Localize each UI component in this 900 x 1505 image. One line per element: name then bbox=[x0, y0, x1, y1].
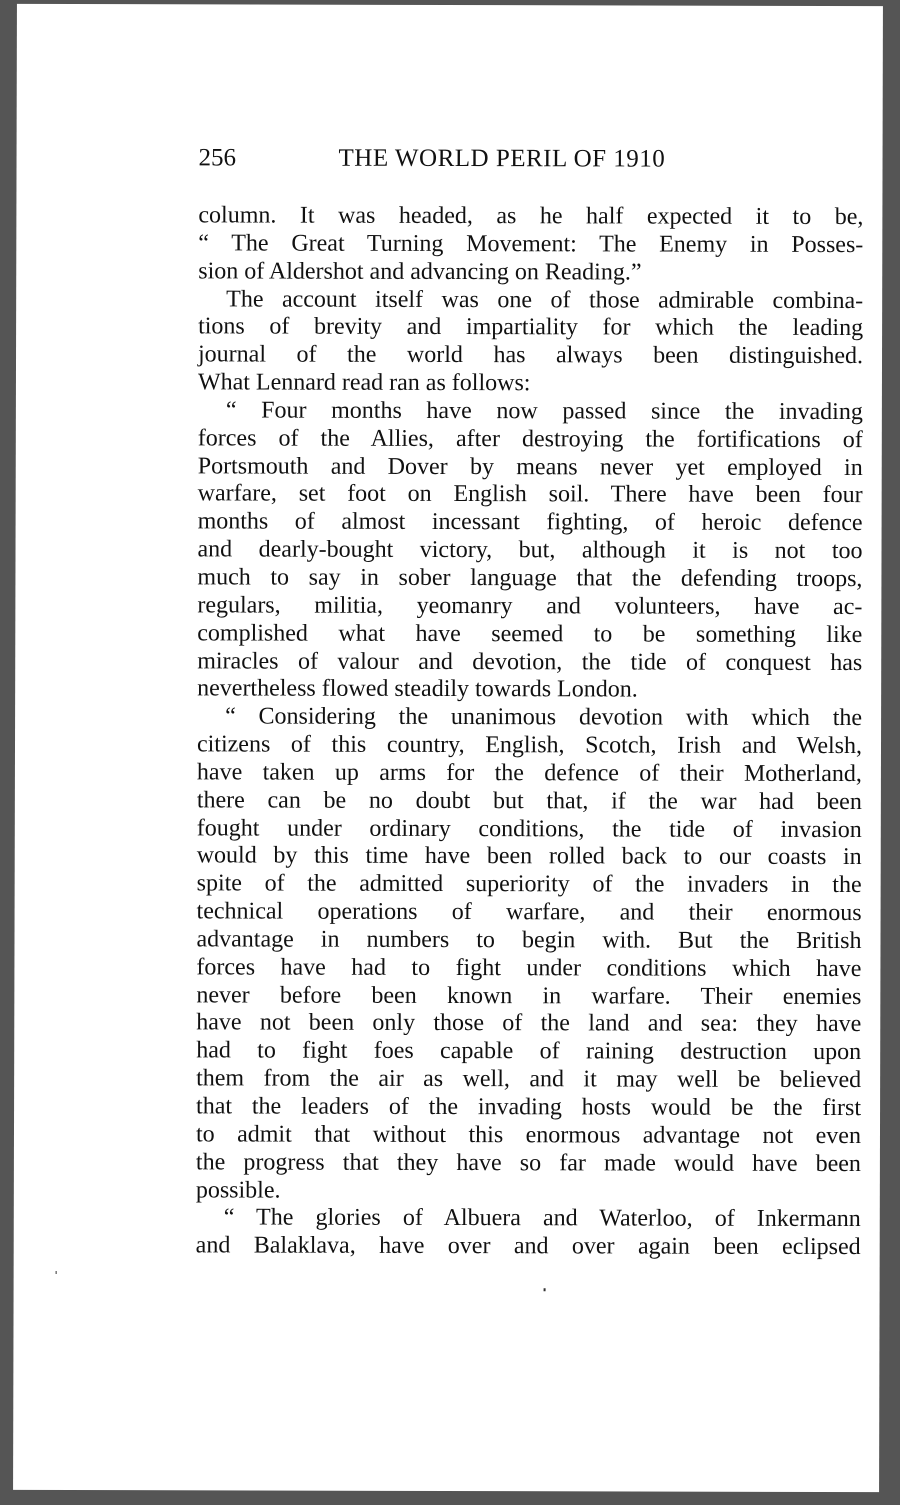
text-line: miracles of valour and devotion, the tide of conquest has bbox=[197, 647, 863, 676]
text-line: months of almost incessant fighting, of heroic defence bbox=[197, 508, 863, 537]
text-line: “ The Great Turning Movement: The Enemy in Posses- bbox=[198, 230, 864, 258]
text-line: “ Four months have now passed since the invading bbox=[225, 397, 863, 425]
text-line: that the leaders of the invading hosts would be the first bbox=[196, 1093, 862, 1122]
text-line: had to fight foes capable of raining destruction upon bbox=[196, 1037, 862, 1066]
text-line: forces of the Allies, after destroying the fortifications of bbox=[197, 425, 863, 453]
text-line: and dearly-bought victory, but, although it is not too bbox=[197, 536, 863, 565]
text-line: them from the air as well, and it may well be believed bbox=[196, 1065, 862, 1094]
text-line: fought under ordinary conditions, the tide of invasion bbox=[196, 814, 862, 843]
text-line: The account itself was one of those admirable combina- bbox=[226, 285, 864, 314]
text-line: column. It was headed, as he half expected it to be, bbox=[198, 202, 864, 231]
text-line: regulars, militia, yeomanry and volunteers, have ac- bbox=[197, 592, 863, 620]
text-line: to admit that without this enormous advantage not even bbox=[195, 1121, 862, 1149]
scan-speck bbox=[56, 1271, 57, 1274]
text-line: nevertheless flowed steadily towards London. bbox=[197, 675, 638, 703]
page-number: 256 bbox=[198, 144, 237, 172]
body-text bbox=[196, 202, 864, 1262]
text-line: journal of the world has always been distinguished. bbox=[197, 341, 864, 370]
text-line: spite of the admitted superiority of the invaders in the bbox=[196, 870, 862, 899]
text-line: possible. bbox=[195, 1176, 281, 1204]
text-line: citizens of this country, English, Scotch, Irish and Welsh, bbox=[196, 731, 863, 760]
text-line: never before been known in warfare. Their enemies bbox=[196, 981, 862, 1010]
running-title: THE WORLD PERIL OF 1910 bbox=[338, 144, 666, 173]
text-line: technical operations of warfare, and their enormous bbox=[196, 898, 862, 927]
text-line: advantage in numbers to begin with. But the British bbox=[196, 926, 862, 955]
text-line: What Lennard read ran as follows: bbox=[197, 369, 531, 397]
book-page bbox=[13, 4, 883, 1492]
paragraph bbox=[196, 1205, 861, 1262]
paragraph bbox=[198, 202, 863, 287]
text-line: much to say in sober language that the defending troops, bbox=[197, 564, 863, 593]
text-line: and Balaklava, have over and over again been eclipsed bbox=[195, 1232, 861, 1261]
text-line: warfare, set foot on English soil. There have been four bbox=[197, 480, 863, 509]
paragraph bbox=[196, 704, 862, 1207]
text-line: “ The glories of Albuera and Waterloo, of Inkermann bbox=[223, 1204, 861, 1233]
text-line: have taken up arms for the defence of their Motherland, bbox=[196, 759, 862, 787]
page-header bbox=[198, 144, 798, 178]
text-line: the progress that they have so far made would have been bbox=[195, 1149, 861, 1177]
text-line: have not been only those of the land and sea: they have bbox=[196, 1009, 862, 1038]
text-line: complished what have seemed to be something like bbox=[197, 619, 863, 648]
text-line: would by this time have been rolled back to our coasts in bbox=[196, 842, 862, 871]
text-line: forces have had to fight under conditions which have bbox=[196, 954, 862, 982]
text-line: “ Considering the unanimous devotion with which the bbox=[225, 703, 863, 732]
paragraph bbox=[198, 286, 863, 399]
text-line: tions of brevity and impartiality for which the leading bbox=[198, 313, 864, 342]
text-line: there can be no doubt but that, if the war had been bbox=[196, 787, 862, 815]
paragraph bbox=[197, 397, 863, 705]
scan-speck bbox=[544, 1288, 546, 1291]
text-line: Portsmouth and Dover by means never yet employed in bbox=[197, 452, 863, 481]
text-line: sion of Aldershot and advancing on Reading.” bbox=[198, 258, 642, 286]
